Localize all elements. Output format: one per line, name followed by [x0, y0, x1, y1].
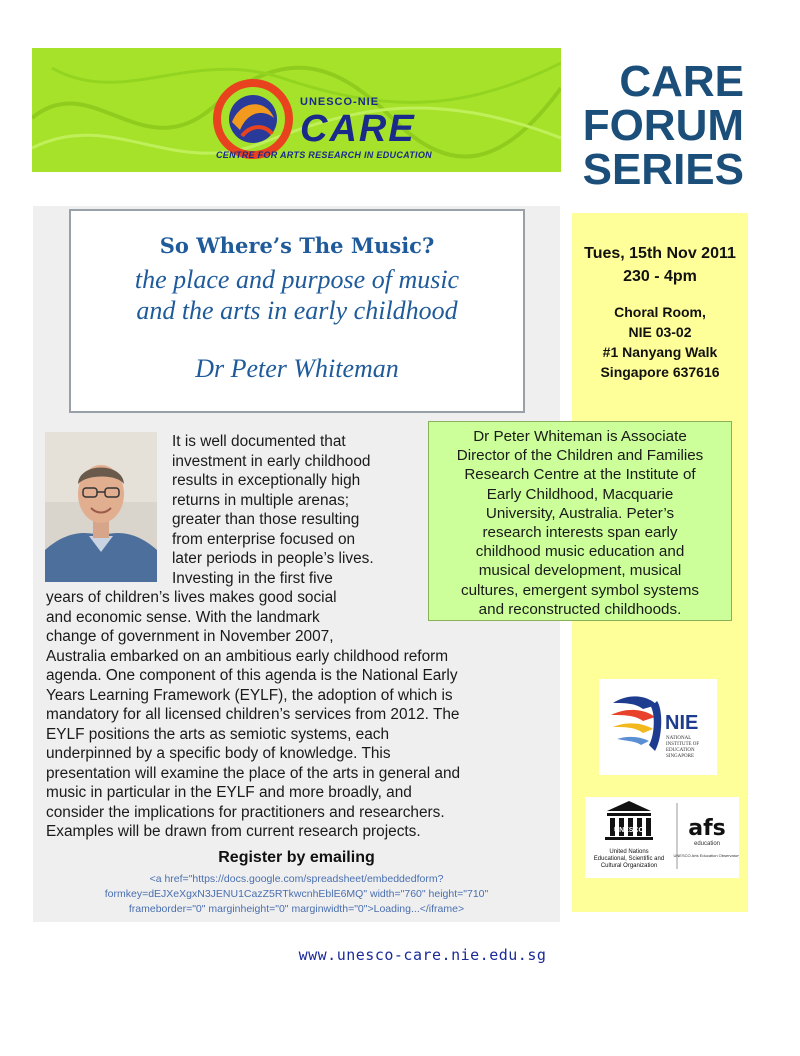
abstract-line: underpinned by a specific body of knowledge. This [46, 745, 391, 762]
bio-line: University, Australia. Peter’s [485, 504, 675, 522]
afs-mark: afs [688, 816, 726, 841]
abstract-line: and economic sense. With the landmark [46, 608, 320, 626]
unesco-temple-icon [585, 797, 739, 878]
afs-caption: UNESCO Arts Education Observatory [673, 853, 739, 858]
abstract-line: years of children’s lives makes good social [46, 589, 337, 606]
bio-line: cultures, emergent symbol systems [460, 581, 700, 599]
abstract-line: from enterprise focused on [172, 530, 356, 548]
nie-abbr: NIE [665, 712, 699, 734]
nie-name-line: SINGAPORE [666, 754, 695, 759]
speaker-photo [45, 432, 157, 582]
website-link[interactable]: www.unesco-care.nie.edu.sg [298, 946, 547, 964]
event-date: Tues, 15th Nov 2011 [584, 245, 736, 262]
speaker-name: Dr Peter Whiteman [195, 354, 399, 383]
register-embed-line: formkey=dEJXeXgxN3JENU1CazZ5RTkwcnhEblE6MQ" width="760" height="710" [104, 888, 489, 900]
abstract-line: change of government in November 2007, [46, 628, 334, 645]
bio-line: childhood music education and [475, 543, 685, 561]
venue-line: #1 Nanyang Walk [602, 344, 718, 360]
abstract-line: mandatory for all licensed children’s services from 2012. The [46, 706, 460, 723]
nie-name-line: EDUCATION [666, 748, 695, 753]
register-embed-line: <a href="https://docs.google.com/spreadsheet/embeddedform? [149, 873, 444, 885]
bio-line: Early Childhood, Macquarie [486, 485, 674, 503]
unesco-word: UNESCO [614, 827, 644, 834]
series-title-line-2: FORUM [582, 101, 744, 150]
venue-line: NIE 03-02 [628, 324, 692, 340]
abstract-line: returns in multiple arenas; [172, 491, 350, 509]
event-time: 230 - 4pm [623, 268, 697, 285]
bio-line: and reconstructed childhoods. [478, 600, 682, 618]
venue-line: Choral Room, [614, 304, 706, 320]
unesco-afs-logo [585, 797, 739, 878]
abstract-line: later periods in people’s lives. [172, 550, 374, 567]
abstract-line: Examples will be drawn from current research projects. [46, 823, 421, 840]
series-title-line-3: SERIES [582, 145, 744, 194]
bio-line: research interests span early [482, 524, 678, 542]
register-embed-line: frameborder="0" marginheight="0" marginwidth="0">Loading...</iframe> [128, 903, 465, 915]
abstract-line: EYLF positions the arts as semiotic systems, each [46, 725, 390, 743]
afs-sub: education [693, 841, 721, 847]
abstract-line: consider the implications for practitioners and researchers. [46, 803, 445, 821]
nie-name-line: INSTITUTE OF [666, 742, 700, 747]
bio-line: Dr Peter Whiteman is Associate [473, 428, 687, 445]
abstract-line: investment in early childhood [172, 452, 371, 470]
talk-title: So Where’s The Music? [159, 233, 435, 258]
abstract-line: music in particular in the EYLF and more broadly, and [46, 784, 412, 801]
venue-line: Singapore 637616 [600, 364, 720, 380]
abstract-line: It is well documented that [172, 433, 346, 450]
care-emblem-icon [212, 78, 294, 160]
bio-line: musical development, musical [478, 562, 682, 580]
abstract-line: Australia embarked on an ambitious early childhood reform [46, 647, 449, 665]
abstract-line: greater than those resulting [172, 511, 360, 528]
talk-title-box [69, 209, 525, 413]
abstract-line: agenda. One component of this agenda is the National Early [46, 667, 458, 684]
bio-line: Director of the Children and Families [456, 447, 704, 465]
nie-emblem-icon [599, 679, 717, 775]
banner-brand: CARE [300, 108, 416, 150]
abstract-line: results in exceptionally high [172, 472, 361, 489]
nie-name-line: NATIONAL [666, 736, 692, 741]
nie-logo [599, 679, 717, 775]
event-venue [572, 302, 748, 382]
banner-tagline: CENTRE FOR ARTS RESEARCH IN EDUCATION [216, 150, 432, 160]
event-datetime [572, 242, 748, 288]
unesco-org-line: Educational, Scientific and [593, 856, 665, 862]
banner-org-line: UNESCO-NIE [300, 96, 380, 108]
talk-subtitle-line-2: and the arts in early childhood [136, 296, 458, 325]
unesco-org-line: Cultural Organization [600, 863, 658, 869]
register-heading: Register by emailing [218, 849, 375, 866]
bio-line: Research Centre at the Institute of [464, 466, 696, 484]
abstract-line: Years Learning Framework (EYLF), the adoption of which is [46, 686, 453, 704]
speaker-bio-box [428, 421, 732, 621]
talk-subtitle-line-1: the place and purpose of music [134, 265, 460, 294]
abstract-line: presentation will examine the place of the arts in general and [46, 764, 461, 782]
abstract-line: Investing in the first five [172, 569, 333, 587]
unesco-org-line: United Nations [609, 849, 649, 855]
series-title-line-1: CARE [619, 57, 744, 106]
